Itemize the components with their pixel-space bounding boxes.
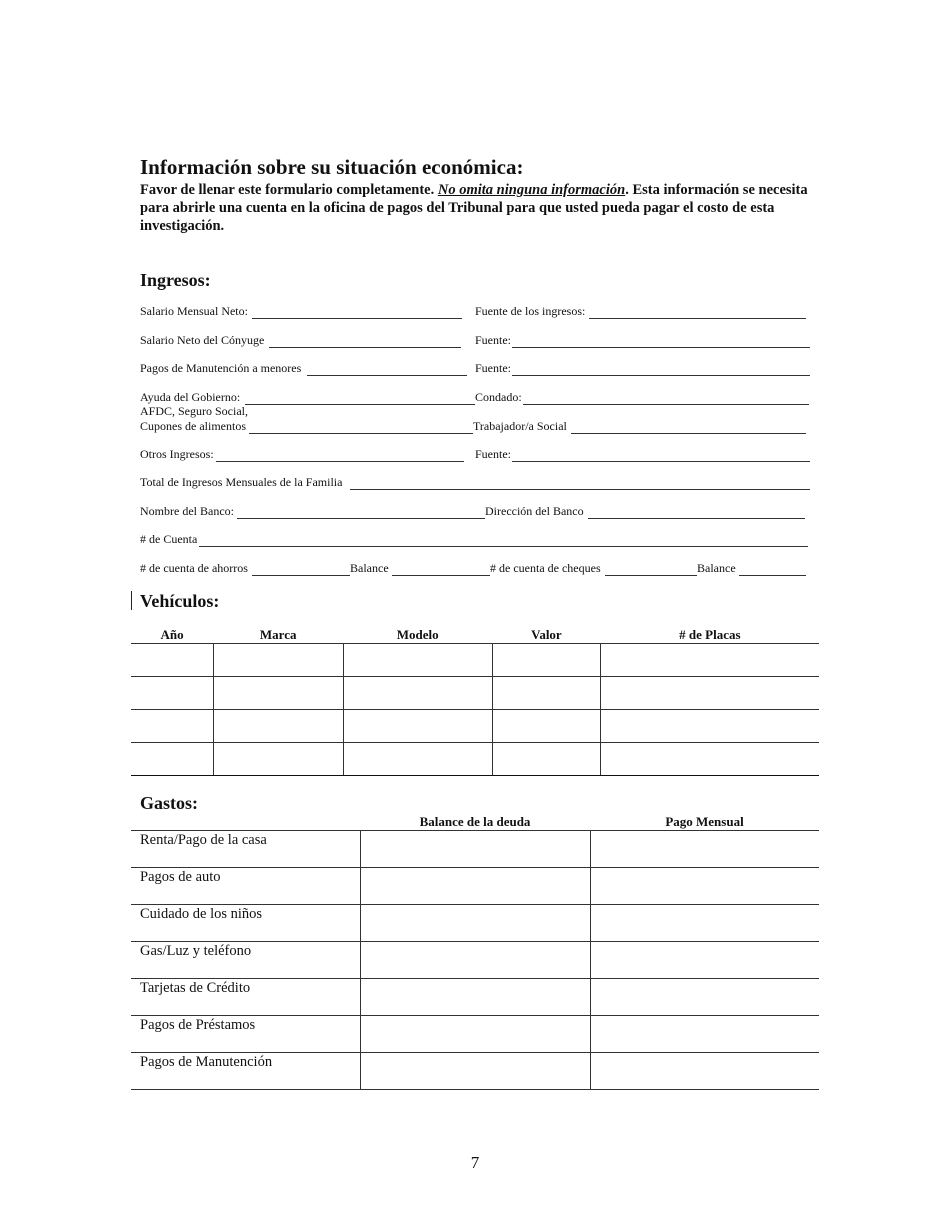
table-row bbox=[131, 868, 819, 905]
trabajador-social-field[interactable] bbox=[571, 433, 806, 434]
fuente-manutencion-field[interactable] bbox=[512, 375, 810, 376]
gasto-label: Pagos de Manutención bbox=[131, 1053, 360, 1090]
pago-mensual-cell[interactable] bbox=[590, 1053, 819, 1090]
column-header-ano: Año bbox=[131, 626, 213, 644]
intro-part1: Favor de llenar este formulario completamente. bbox=[140, 182, 438, 198]
table-row bbox=[131, 1016, 819, 1053]
column-header-pago-mensual: Pago Mensual bbox=[590, 814, 819, 831]
fuente-otros-field[interactable] bbox=[512, 461, 810, 462]
gasto-label: Pagos de Préstamos bbox=[131, 1016, 360, 1053]
ingresos-heading: Ingresos: bbox=[140, 270, 211, 290]
vehiculo-cell[interactable] bbox=[601, 677, 819, 710]
balance-deuda-cell[interactable] bbox=[360, 831, 590, 868]
vehiculos-heading: Vehículos: bbox=[140, 591, 220, 611]
balance-ahorros-label: Balance bbox=[350, 561, 389, 575]
vehiculos-header-row bbox=[131, 626, 819, 644]
table-row bbox=[131, 1053, 819, 1090]
vehiculo-cell[interactable] bbox=[601, 644, 819, 677]
vehiculo-cell[interactable] bbox=[213, 677, 343, 710]
pagos-manutencion-field[interactable] bbox=[307, 375, 467, 376]
salario-mensual-label: Salario Mensual Neto: bbox=[140, 304, 248, 318]
pago-mensual-cell[interactable] bbox=[590, 942, 819, 979]
fuente-manutencion-label: Fuente: bbox=[475, 361, 511, 375]
vehiculo-cell[interactable] bbox=[343, 677, 492, 710]
salario-conyuge-label: Salario Neto del Cónyuge bbox=[140, 333, 265, 347]
gasto-label: Pagos de auto bbox=[131, 868, 360, 905]
balance-deuda-cell[interactable] bbox=[360, 979, 590, 1016]
pago-mensual-cell[interactable] bbox=[590, 1016, 819, 1053]
otros-ingresos-field[interactable] bbox=[216, 461, 464, 462]
balance-deuda-cell[interactable] bbox=[360, 1016, 590, 1053]
vehiculo-cell[interactable] bbox=[492, 743, 601, 776]
banco-field[interactable] bbox=[237, 518, 485, 519]
column-header-placas: # de Placas bbox=[601, 626, 819, 644]
table-row bbox=[131, 710, 819, 743]
vehiculo-cell[interactable] bbox=[213, 644, 343, 677]
balance-ahorros-field[interactable] bbox=[392, 575, 490, 576]
column-header-modelo: Modelo bbox=[343, 626, 492, 644]
vehiculo-cell[interactable] bbox=[131, 677, 213, 710]
salario-mensual-field[interactable] bbox=[252, 318, 462, 319]
table-row bbox=[131, 677, 819, 710]
afdc-label: AFDC, Seguro Social, bbox=[140, 404, 248, 418]
cuenta-label: # de Cuenta bbox=[140, 532, 198, 546]
pago-mensual-cell[interactable] bbox=[590, 831, 819, 868]
table-row bbox=[131, 942, 819, 979]
trabajador-social-label: Trabajador/a Social bbox=[473, 419, 567, 433]
balance-deuda-cell[interactable] bbox=[360, 905, 590, 942]
condado-label: Condado: bbox=[475, 390, 522, 404]
cuenta-cheques-label: # de cuenta de cheques bbox=[490, 561, 601, 575]
intro-part2: . Esta información se necesita para abrirle una cuenta en la oficina de pagos del Tribunal para que usted pueda pagar el costo de esta investigación. bbox=[140, 182, 808, 234]
vehiculo-cell[interactable] bbox=[601, 710, 819, 743]
balance-deuda-cell[interactable] bbox=[360, 1053, 590, 1090]
balance-cheques-field[interactable] bbox=[739, 575, 806, 576]
vehiculo-cell[interactable] bbox=[492, 644, 601, 677]
table-row bbox=[131, 644, 819, 677]
vehiculo-cell[interactable] bbox=[131, 644, 213, 677]
text-cursor bbox=[131, 591, 132, 610]
cuenta-field[interactable] bbox=[199, 546, 808, 547]
gasto-label: Cuidado de los niños bbox=[131, 905, 360, 942]
total-ingresos-label: Total de Ingresos Mensuales de la Familia bbox=[140, 475, 343, 489]
vehiculo-cell[interactable] bbox=[492, 677, 601, 710]
vehiculo-cell[interactable] bbox=[492, 710, 601, 743]
fuente-otros-label: Fuente: bbox=[475, 447, 511, 461]
page-title: Información sobre su situación económica: bbox=[140, 155, 524, 179]
intro-emphasis: No omita ninguna información bbox=[437, 182, 626, 198]
gasto-label: Renta/Pago de la casa bbox=[131, 831, 360, 868]
vehiculo-cell[interactable] bbox=[213, 743, 343, 776]
cupones-field[interactable] bbox=[249, 433, 473, 434]
vehiculo-cell[interactable] bbox=[213, 710, 343, 743]
balance-cheques-label: Balance bbox=[697, 561, 736, 575]
banco-label: Nombre del Banco: bbox=[140, 504, 234, 518]
cuenta-ahorros-label: # de cuenta de ahorros bbox=[140, 561, 248, 575]
vehiculo-cell[interactable] bbox=[343, 644, 492, 677]
pagos-manutencion-label: Pagos de Manutención a menores bbox=[140, 361, 302, 375]
balance-deuda-cell[interactable] bbox=[360, 868, 590, 905]
direccion-banco-field[interactable] bbox=[588, 518, 805, 519]
ayuda-gobierno-label: Ayuda del Gobierno: bbox=[140, 390, 241, 404]
total-ingresos-field[interactable] bbox=[350, 489, 810, 490]
direccion-banco-label: Dirección del Banco bbox=[485, 504, 584, 518]
condado-field[interactable] bbox=[523, 404, 809, 405]
gasto-label: Gas/Luz y teléfono bbox=[131, 942, 360, 979]
vehiculo-cell[interactable] bbox=[343, 743, 492, 776]
ayuda-gobierno-field[interactable] bbox=[245, 404, 475, 405]
intro-text bbox=[140, 181, 820, 235]
table-row bbox=[131, 979, 819, 1016]
fuente-conyuge-label: Fuente: bbox=[475, 333, 511, 347]
vehiculo-cell[interactable] bbox=[131, 710, 213, 743]
vehiculos-table bbox=[131, 626, 819, 776]
otros-ingresos-label: Otros Ingresos: bbox=[140, 447, 214, 461]
gastos-table bbox=[131, 814, 819, 1090]
page-number: 7 bbox=[470, 1153, 480, 1172]
cuenta-cheques-field[interactable] bbox=[605, 575, 697, 576]
fuente-conyuge-field[interactable] bbox=[512, 347, 810, 348]
gastos-header-row bbox=[131, 814, 819, 831]
table-row bbox=[131, 905, 819, 942]
column-header-balance-deuda: Balance de la deuda bbox=[360, 814, 590, 831]
table-row bbox=[131, 831, 819, 868]
pago-mensual-cell[interactable] bbox=[590, 868, 819, 905]
balance-deuda-cell[interactable] bbox=[360, 942, 590, 979]
column-header-valor: Valor bbox=[492, 626, 601, 644]
vehiculo-cell[interactable] bbox=[601, 743, 819, 776]
pago-mensual-cell[interactable] bbox=[590, 979, 819, 1016]
cuenta-ahorros-field[interactable] bbox=[252, 575, 350, 576]
column-header-concepto bbox=[131, 814, 360, 831]
vehiculo-cell[interactable] bbox=[343, 710, 492, 743]
vehiculo-cell[interactable] bbox=[131, 743, 213, 776]
salario-conyuge-field[interactable] bbox=[269, 347, 461, 348]
pago-mensual-cell[interactable] bbox=[590, 905, 819, 942]
table-row bbox=[131, 743, 819, 776]
gastos-heading: Gastos: bbox=[140, 793, 198, 813]
column-header-marca: Marca bbox=[213, 626, 343, 644]
fuente-ingresos-field[interactable] bbox=[589, 318, 806, 319]
fuente-ingresos-label: Fuente de los ingresos: bbox=[475, 304, 586, 318]
gasto-label: Tarjetas de Crédito bbox=[131, 979, 360, 1016]
cupones-label: Cupones de alimentos bbox=[140, 419, 246, 433]
